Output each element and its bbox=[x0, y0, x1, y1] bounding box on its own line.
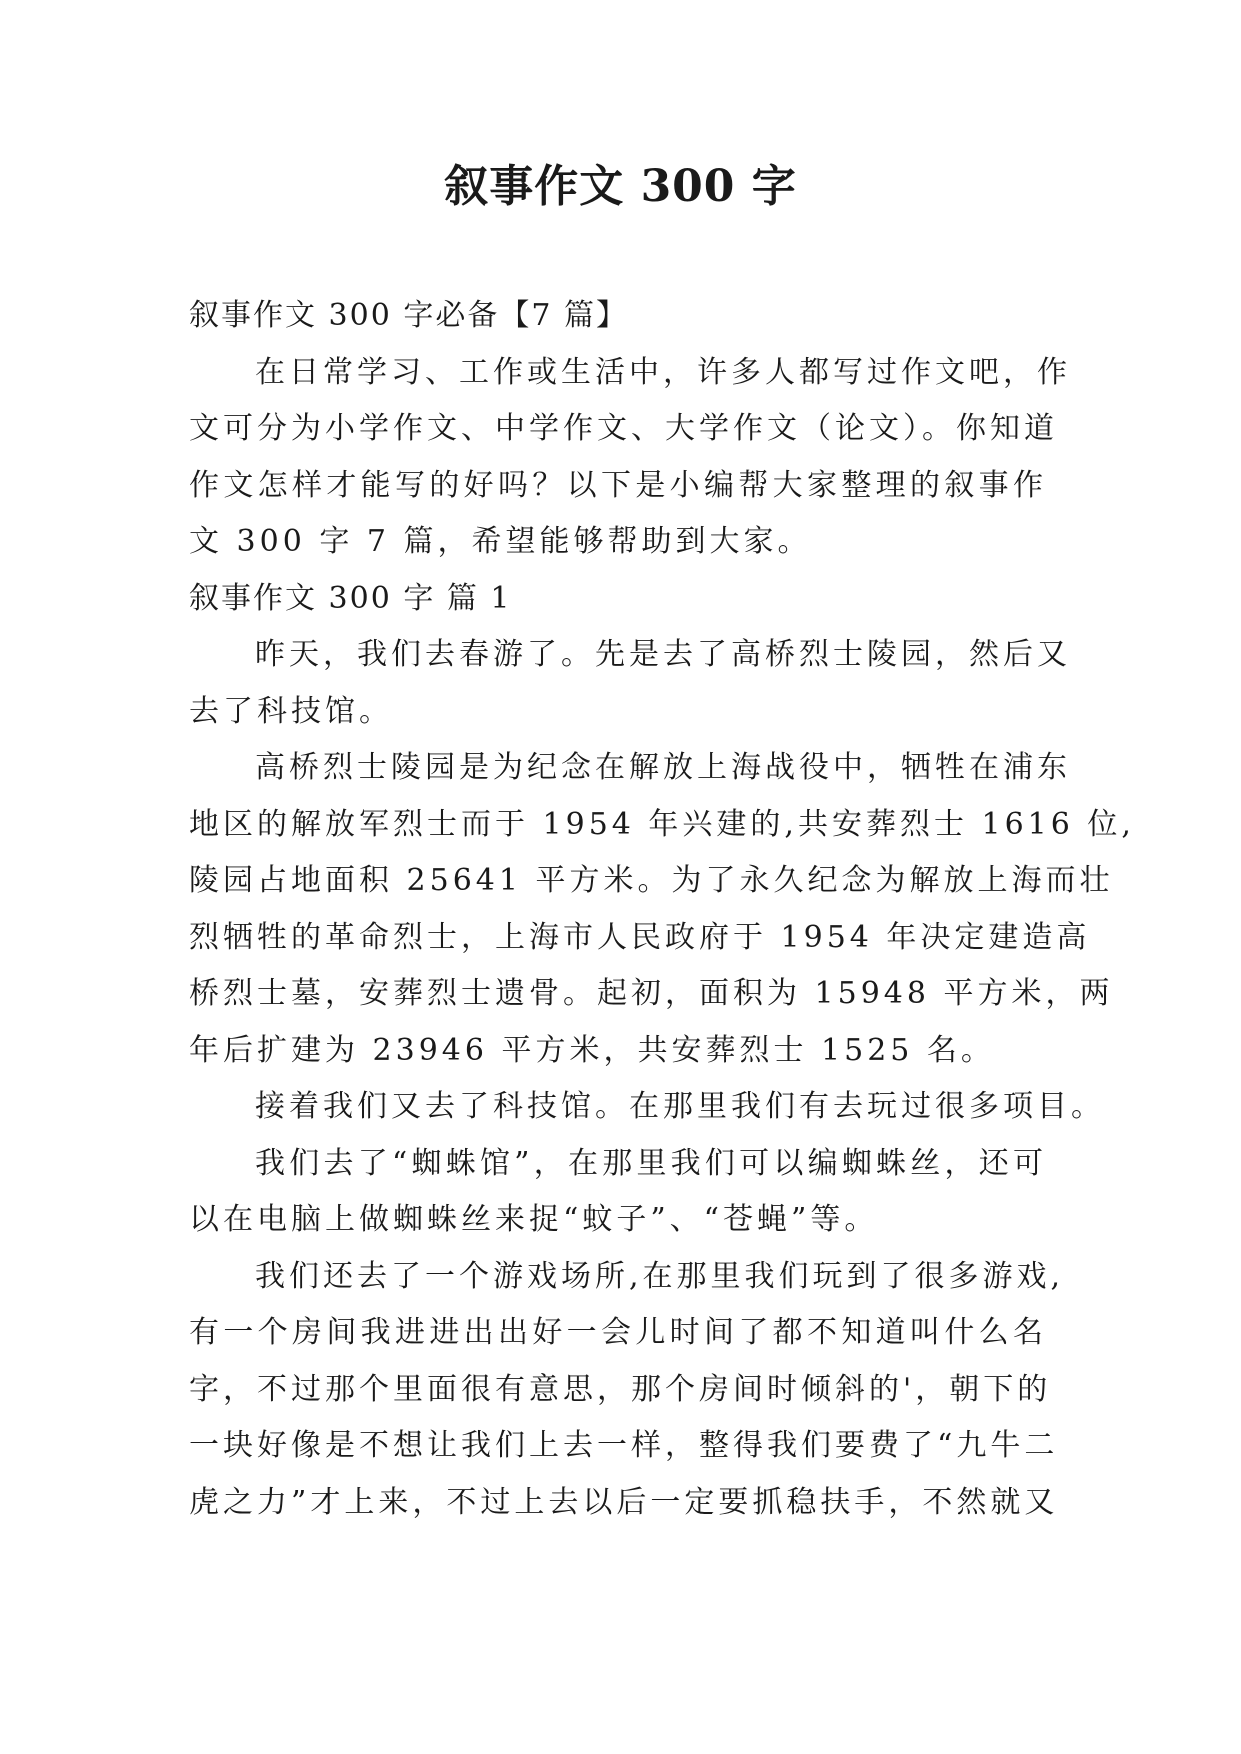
paragraph bbox=[189, 627, 1071, 740]
paragraph-line: 虎之力”才上来，不过上去以后一定要抓稳扶手，不然就又 bbox=[189, 1484, 1059, 1520]
paragraph bbox=[189, 740, 1135, 1079]
paragraph-line: 在日常学习、工作或生活中，许多人都写过作文吧，作 bbox=[255, 354, 1071, 390]
document-body bbox=[189, 288, 1135, 1531]
section-heading: 叙事作文 300 字 篇 1 bbox=[189, 580, 512, 616]
paragraph-line: 地区的解放军烈士而于 1954 年兴建的,共安葬烈士 1616 位, bbox=[189, 806, 1135, 842]
document-subtitle: 叙事作文 300 字必备【7 篇】 bbox=[189, 298, 628, 333]
paragraph-line: 去了科技馆。 bbox=[189, 693, 393, 729]
intro-paragraph bbox=[189, 345, 1071, 571]
paragraph-line: 烈牺牲的革命烈士，上海市人民政府于 1954 年决定建造高 bbox=[189, 919, 1091, 955]
paragraph-line: 作文怎样才能写的好吗？以下是小编帮大家整理的叙事作 bbox=[189, 467, 1047, 503]
paragraph-line: 我们还去了一个游戏场所,在那里我们玩到了很多游戏, bbox=[255, 1258, 1065, 1294]
paragraph-line: 文 300 字 7 篇，希望能够帮助到大家。 bbox=[189, 524, 812, 559]
paragraph-line: 有一个房间我进进出出好一会儿时间了都不知道叫什么名 bbox=[189, 1315, 1047, 1350]
paragraph-line: 以在电脑上做蜘蛛丝来捉“蚊子”、“苍蝇”等。 bbox=[189, 1202, 879, 1237]
paragraph-line: 年后扩建为 23946 平方米，共安葬烈士 1525 名。 bbox=[189, 1032, 995, 1068]
paragraph-line: 字，不过那个里面很有意思，那个房间时倾斜的'，朝下的 bbox=[189, 1371, 1052, 1407]
paragraph-line: 高桥烈士陵园是为纪念在解放上海战役中，牺牲在浦东 bbox=[255, 750, 1071, 785]
document-title: 叙事作文 300 字 bbox=[444, 161, 797, 212]
paragraph-line: 接着我们又去了科技馆。在那里我们有去玩过很多项目。 bbox=[255, 1089, 1105, 1124]
paragraph-line: 我们去了“蜘蛛馆”，在那里我们可以编蜘蛛丝，还可 bbox=[255, 1145, 1047, 1181]
paragraph-line: 昨天，我们去春游了。先是去了高桥烈士陵园，然后又 bbox=[255, 637, 1071, 672]
paragraph-line: 陵园占地面积 25641 平方米。为了永久纪念为解放上海而壮 bbox=[189, 863, 1114, 898]
paragraph bbox=[189, 1136, 1047, 1249]
paragraph-line: 一块好像是不想让我们上去一样，整得我们要费了“九牛二 bbox=[189, 1428, 1059, 1463]
paragraph-line: 文可分为小学作文、中学作文、大学作文（论文）。你知道 bbox=[189, 411, 1058, 446]
paragraph-line: 桥烈士墓，安葬烈士遗骨。起初，面积为 15948 平方米，两 bbox=[189, 976, 1114, 1011]
paragraph bbox=[189, 1249, 1065, 1532]
paragraph bbox=[189, 1079, 1105, 1136]
